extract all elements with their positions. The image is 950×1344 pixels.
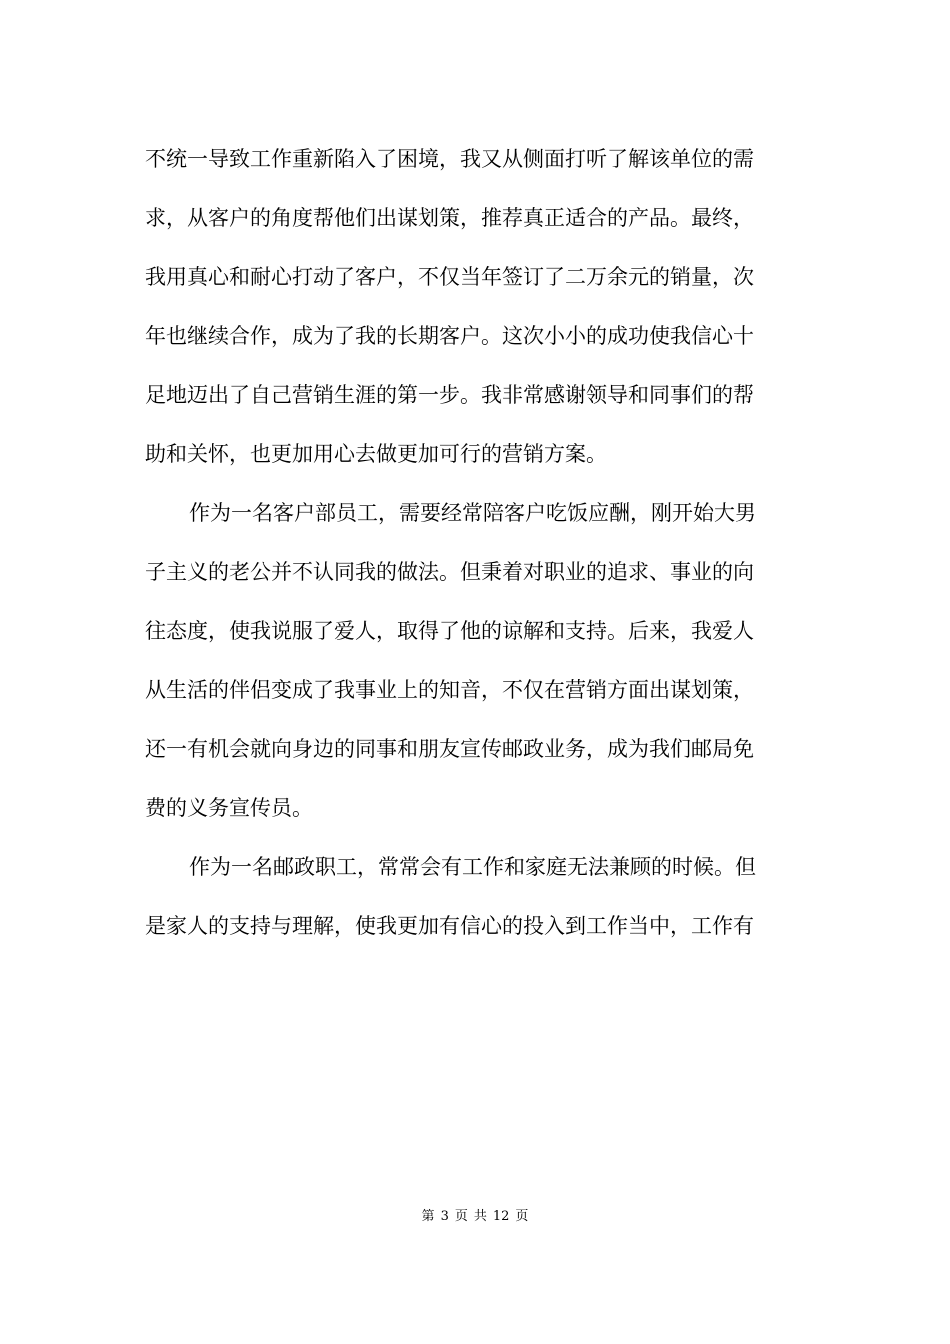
- footer-page-word: 页: [454, 1209, 468, 1224]
- text-line: 足地迈出了自己营销生涯的第一步。我非常感谢领导和同事们的帮: [145, 383, 754, 407]
- text-line: 求，从客户的角度帮他们出谋划策，推荐真正适合的产品。最终，: [145, 206, 754, 230]
- page-footer: [0, 1207, 950, 1227]
- text-line: 我用真心和耐心打动了客户，不仅当年签订了二万余元的销量，次: [145, 265, 754, 289]
- footer-total-word: 共: [473, 1209, 487, 1224]
- text-line: 费的义务宣传员。: [145, 796, 313, 820]
- text-line: 作为一名客户部员工，需要经常陪客户吃饭应酬，刚开始大男: [189, 501, 756, 525]
- text-line: 助和关怀，也更加用心去做更加可行的营销方案。: [145, 442, 607, 466]
- body-text: [145, 130, 810, 956]
- text-line: 不统一导致工作重新陷入了困境，我又从侧面打听了解该单位的需: [145, 147, 754, 171]
- footer-total-pages: 12: [492, 1209, 510, 1224]
- text-line: 是家人的支持与理解，使我更加有信心的投入到工作当中，工作有: [145, 914, 754, 938]
- text-line: 作为一名邮政职工，常常会有工作和家庭无法兼顾的时候。但: [189, 855, 756, 879]
- footer-suffix: 页: [515, 1209, 529, 1224]
- footer-current-page: 3: [440, 1209, 449, 1224]
- text-line: 往态度，使我说服了爱人，取得了他的谅解和支持。后来，我爱人: [145, 619, 754, 643]
- text-line: 从生活的伴侣变成了我事业上的知音，不仅在营销方面出谋划策，: [145, 678, 754, 702]
- footer-prefix: 第: [421, 1209, 435, 1224]
- text-line: 还一有机会就向身边的同事和朋友宣传邮政业务，成为我们邮局免: [145, 737, 754, 761]
- text-line: 年也继续合作，成为了我的长期客户。这次小小的成功使我信心十: [145, 324, 754, 348]
- text-line: 子主义的老公并不认同我的做法。但秉着对职业的追求、事业的向: [145, 560, 754, 584]
